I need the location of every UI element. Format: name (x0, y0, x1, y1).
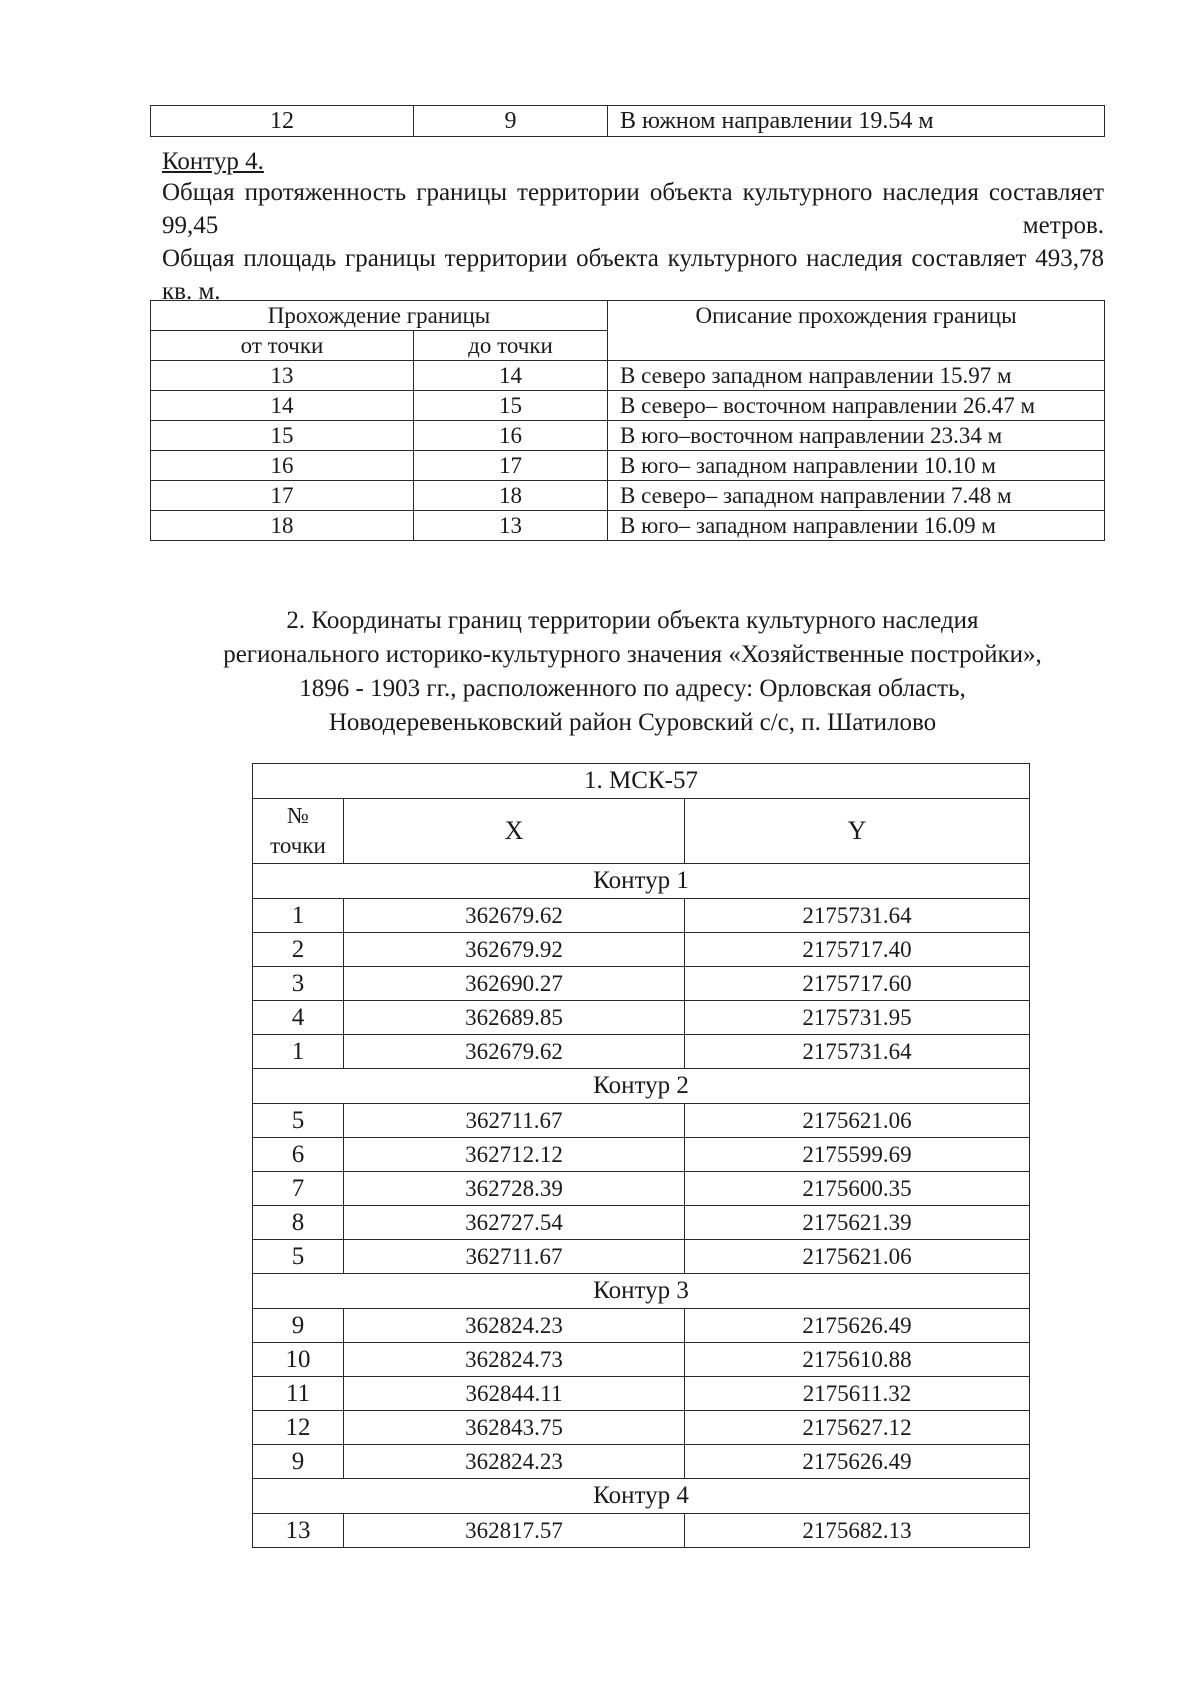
point-number: 1 (253, 1035, 344, 1069)
to-point: 16 (414, 421, 608, 451)
boundary-description: В северо– западном направлении 7.48 м (608, 481, 1105, 511)
point-number: 4 (253, 1001, 344, 1035)
point-number: 12 (253, 1411, 344, 1445)
table-row (253, 1206, 1030, 1240)
table-row (151, 106, 1105, 137)
description-header: Описание прохождения границы (608, 301, 1105, 361)
contour-4-title: Контур 4. (162, 148, 264, 175)
point-number: 3 (253, 967, 344, 1001)
to-point: 15 (414, 391, 608, 421)
x-coordinate: 362817.57 (344, 1514, 685, 1548)
table-row (253, 933, 1030, 967)
y-coordinate: 2175621.39 (685, 1206, 1030, 1240)
table-row (253, 1104, 1030, 1138)
boundary-rows (151, 361, 1105, 541)
from-point: 12 (151, 106, 414, 137)
point-number: 7 (253, 1172, 344, 1206)
x-coordinate: 362712.12 (344, 1138, 685, 1172)
coordinate-system: 1. МСК-57 (253, 764, 1030, 799)
x-coordinate: 362679.62 (344, 899, 685, 933)
boundary-description: В юго– западном направлении 16.09 м (608, 511, 1105, 541)
point-number-header (253, 799, 344, 864)
table-row (253, 1377, 1030, 1411)
x-coordinate: 362689.85 (344, 1001, 685, 1035)
point-number: 11 (253, 1377, 344, 1411)
from-point: 15 (151, 421, 414, 451)
x-coordinate: 362728.39 (344, 1172, 685, 1206)
contour-title: Контур 2 (253, 1069, 1030, 1104)
y-coordinate: 2175621.06 (685, 1104, 1030, 1138)
point-number: 5 (253, 1240, 344, 1274)
section-title-line: регионального историко-культурного значения «Хозяйственные постройки», (223, 641, 1042, 668)
boundary-area-text: Общая площадь границы территории объекта культурного наследия составляет 493,78 кв. м. (162, 245, 1104, 305)
boundary-table (150, 300, 1105, 541)
x-coordinate: 362711.67 (344, 1104, 685, 1138)
point-number: 10 (253, 1343, 344, 1377)
contour-title: Контур 4 (253, 1479, 1030, 1514)
from-point: 17 (151, 481, 414, 511)
table-row (253, 1001, 1030, 1035)
from-point: 16 (151, 451, 414, 481)
point-number: 9 (253, 1445, 344, 1479)
table-row (151, 361, 1105, 391)
table-row (253, 1172, 1030, 1206)
x-coordinate: 362824.23 (344, 1309, 685, 1343)
contour-title: Контур 3 (253, 1274, 1030, 1309)
boundary-description: В северо– восточном направлении 26.47 м (608, 391, 1105, 421)
table-row (253, 1514, 1030, 1548)
point-number: 1 (253, 899, 344, 933)
from-header: от точки (151, 331, 414, 361)
to-point: 13 (414, 511, 608, 541)
table-row (253, 1309, 1030, 1343)
coordinate-rows (253, 864, 1030, 1548)
table-row (253, 1343, 1030, 1377)
contour-header-row (253, 1479, 1030, 1514)
section-title (160, 604, 1105, 740)
contour-header-row (253, 1069, 1030, 1104)
contour-header-row (253, 864, 1030, 899)
point-number: 6 (253, 1138, 344, 1172)
x-header: X (344, 799, 685, 864)
passage-header: Прохождение границы (151, 301, 608, 331)
point-number: 5 (253, 1104, 344, 1138)
table-header-row (253, 764, 1030, 799)
x-coordinate: 362690.27 (344, 967, 685, 1001)
to-point: 9 (414, 106, 608, 137)
table-header-row (253, 799, 1030, 864)
x-coordinate: 362824.23 (344, 1445, 685, 1479)
y-coordinate: 2175682.13 (685, 1514, 1030, 1548)
table-header-row (151, 301, 1105, 331)
boundary-description: В юго–восточном направлении 23.34 м (608, 421, 1105, 451)
x-coordinate: 362679.92 (344, 933, 685, 967)
from-point: 18 (151, 511, 414, 541)
y-coordinate: 2175717.60 (685, 967, 1030, 1001)
y-coordinate: 2175600.35 (685, 1172, 1030, 1206)
table-row (151, 391, 1105, 421)
table-row (253, 1138, 1030, 1172)
boundary-length-text: Общая протяженность границы территории объекта культурного наследия составляет 99,45 метров. (162, 179, 1104, 239)
y-coordinate: 2175626.49 (685, 1309, 1030, 1343)
table-row (151, 421, 1105, 451)
table-row (253, 1240, 1030, 1274)
point-number-header-line: точки (270, 833, 326, 858)
point-number-header-line: № (287, 803, 309, 828)
table-row (253, 967, 1030, 1001)
point-number: 13 (253, 1514, 344, 1548)
x-coordinate: 362711.67 (344, 1240, 685, 1274)
to-header: до точки (414, 331, 608, 361)
x-coordinate: 362824.73 (344, 1343, 685, 1377)
to-point: 18 (414, 481, 608, 511)
to-point: 17 (414, 451, 608, 481)
point-number: 9 (253, 1309, 344, 1343)
from-point: 13 (151, 361, 414, 391)
y-coordinate: 2175599.69 (685, 1138, 1030, 1172)
y-coordinate: 2175621.06 (685, 1240, 1030, 1274)
table-row (253, 1035, 1030, 1069)
table-row (151, 451, 1105, 481)
x-coordinate: 362844.11 (344, 1377, 685, 1411)
x-coordinate: 362843.75 (344, 1411, 685, 1445)
contour-header-row (253, 1274, 1030, 1309)
boundary-continuation-table (150, 105, 1105, 137)
y-coordinate: 2175731.64 (685, 899, 1030, 933)
y-header: Y (685, 799, 1030, 864)
boundary-description: В юго– западном направлении 10.10 м (608, 451, 1105, 481)
y-coordinate: 2175610.88 (685, 1343, 1030, 1377)
point-number: 8 (253, 1206, 344, 1240)
from-point: 14 (151, 391, 414, 421)
table-row (253, 899, 1030, 933)
y-coordinate: 2175626.49 (685, 1445, 1030, 1479)
section-title-line: 1896 - 1903 гг., расположенного по адресу: Орловская область, (299, 675, 966, 702)
coordinates-table (252, 763, 1030, 1548)
x-coordinate: 362727.54 (344, 1206, 685, 1240)
table-row (253, 1411, 1030, 1445)
table-row (253, 1445, 1030, 1479)
table-row (151, 511, 1105, 541)
contour-title: Контур 1 (253, 864, 1030, 899)
x-coordinate: 362679.62 (344, 1035, 685, 1069)
section-title-line: 2. Координаты границ территории объекта культурного наследия (286, 607, 979, 634)
y-coordinate: 2175611.32 (685, 1377, 1030, 1411)
table-row (151, 481, 1105, 511)
boundary-description: В северо западном направлении 15.97 м (608, 361, 1105, 391)
section-title-line: Новодеревеньковский район Суровский с/с, п. Шатилово (328, 709, 937, 736)
y-coordinate: 2175731.95 (685, 1001, 1030, 1035)
y-coordinate: 2175731.64 (685, 1035, 1030, 1069)
y-coordinate: 2175717.40 (685, 933, 1030, 967)
y-coordinate: 2175627.12 (685, 1411, 1030, 1445)
boundary-description: В южном направлении 19.54 м (608, 106, 1105, 137)
point-number: 2 (253, 933, 344, 967)
to-point: 14 (414, 361, 608, 391)
